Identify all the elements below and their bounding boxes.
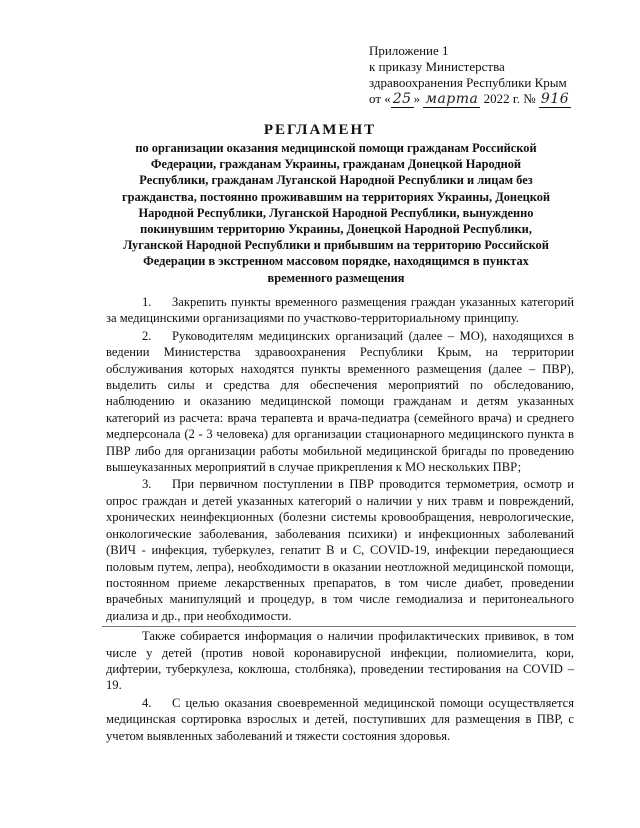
date-mid: » [413, 91, 424, 106]
paragraph-number: 4. [142, 695, 152, 710]
date-day: 25 [392, 91, 412, 107]
paragraph-3 [106, 476, 574, 624]
paragraph-text: С целью оказания своевременной медицинской помощи осуществляется медицинская сортировка взрослых и детей, поступивших для размещения в ПВР, с учетом выявленных заболеваний и тяжести состояния здоровья. [106, 695, 574, 743]
paragraph-text: При первичном поступлении в ПВР проводится термометрия, осмотр и опрос граждан и детей указанных категорий о наличии у них травм и повреждений, хронических неинфекционных (болезни системы кровообращения, неврологические, онкологические заболевания, заболевания психики) и инфекционных заболеваний (ВИЧ - инфекция, туберкулез, гепатит В и С, COVID-19, инфекции передающиеся половым путем, лепра), необходимости в оказании неотложной медицинской помощи, постоянном приеме лекарственных препаратов, в том числе диабет, проведении врачебных манипуляций и процедур, в том числе гемодиализа и перитонеального диализа и др., при необходимости. [106, 477, 574, 623]
date-month: марта [425, 91, 479, 107]
appendix-date-line [369, 91, 629, 107]
appendix-header [369, 43, 629, 107]
separator-line [102, 626, 576, 627]
paragraph-1 [106, 294, 574, 327]
paragraph-2 [106, 328, 574, 476]
order-number: 916 [540, 91, 570, 107]
paragraph-text: Также собирается информация о наличии профилактических прививок, в том числе у детей (против новой коронавирусной инфекции, полиомиелита, кори, дифтерии, туберкулеза, коклюша, столбняка), проведении тестирования на COVID – 19. [106, 629, 574, 693]
paragraph-number: 3. [142, 477, 152, 492]
paragraph-text: Руководителям медицинских организаций (далее – МО), находящихся в ведении Министерства здравоохранения Республики Крым, на территории обслуживания которых находятся пункты временного размещения (далее – ПВР), выделить силы и средства для обеспечения мероприятий по обследованию, наблюдению и оказанию медицинской помощи гражданам и детям указанных категорий из расчета: врача терапевта и врача-педиатра (семейного врача) и среднего медперсонала (2 - 3 человека) для организации стационарного медицинского пункта в ПВР либо для организации работы мобильной медицинской бригады по проведению вышеуказанных мероприятий в случае прикрепления к МО нескольких ПВР; [106, 328, 574, 475]
appendix-line-3: здравоохранения Республики Крым [369, 75, 567, 90]
date-year: 2022 г. № [480, 91, 536, 106]
appendix-line-2: к приказу Министерства [369, 59, 505, 74]
paragraph-text: Закрепить пункты временного размещения граждан указанных категорий за медицинскими организациями по участково-территориальному принципу. [106, 295, 574, 326]
appendix-line-1: Приложение 1 [369, 43, 449, 58]
document-body [106, 294, 574, 745]
date-prefix: от « [369, 91, 391, 106]
paragraph-4 [106, 695, 574, 744]
paragraph-3-continued [106, 628, 574, 694]
paragraph-number: 1. [142, 295, 152, 309]
document-title: РЕГЛАМЕНТ [263, 122, 377, 138]
document-subtitle: по организации оказания медицинской помощи гражданам Российской Федерации, гражданам Украины, гражданам Донецкой Народной Республики, гражданам Луганской Народной Республики и лицам без гражданства, постоянно проживавшим на территориях Украины, Донецкой Народной Республики, Луганской Народной Республики, вынужденно покинувшим территорию Украины, Донецкой Народной Республики, Луганской Народной Республики и прибывшим на территорию Российской Федерации в экстренном массовом порядке, находящимся в пунктах временного размещения [121, 141, 551, 285]
paragraph-number: 2. [142, 328, 152, 343]
